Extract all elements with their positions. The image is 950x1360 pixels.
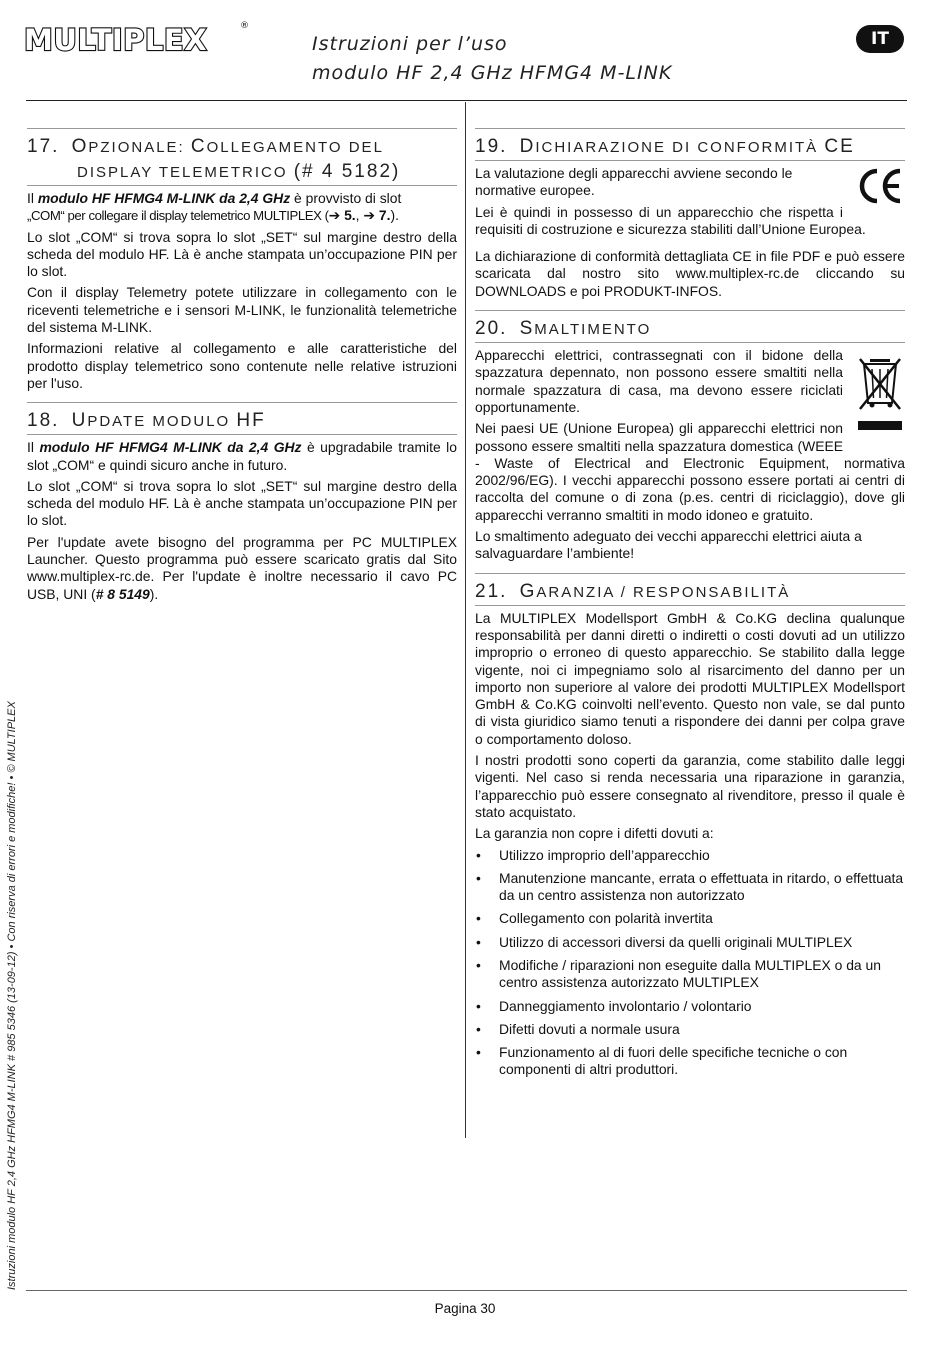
multiplex-logo xyxy=(24,21,250,57)
footer-rule xyxy=(26,1290,907,1291)
list-item: • Difetti dovuti a normale usura xyxy=(475,1021,905,1038)
heading-initial: G xyxy=(519,580,537,602)
heading-text: ARANZIA / RESPONSABILITÀ xyxy=(536,583,791,601)
paragraph: Informazioni relative al collegamento e alle caratteristiche del prodotto display telemetrico sono contenute nelle relative istruzioni per l'uso. xyxy=(27,340,457,391)
heading-text: HF xyxy=(236,410,266,432)
header-rule xyxy=(26,100,907,101)
paragraph xyxy=(27,190,457,225)
cross-reference: ➔ 7. xyxy=(363,207,391,224)
list-item: • Danneggiamento involontario / volontario xyxy=(475,998,905,1015)
paragraph: La garanzia non copre i difetti dovuti a: xyxy=(475,825,714,842)
heading-text: MALTIMENTO xyxy=(534,321,652,339)
section-number: 18. xyxy=(27,410,60,432)
heading-initial: C xyxy=(190,136,207,157)
section-number: 17. xyxy=(27,136,60,157)
heading-initial: O xyxy=(71,136,89,157)
section-17 xyxy=(27,128,457,392)
title-line-1: Istruzioni per l’uso xyxy=(312,33,508,55)
ce-mark-icon xyxy=(855,165,905,211)
section-21-heading xyxy=(475,573,905,606)
warranty-exclusions-list xyxy=(475,847,905,1079)
heading-text: PDATE MODULO xyxy=(87,413,237,431)
heading-initial: U xyxy=(71,410,88,432)
section-number: 20. xyxy=(475,318,508,340)
text: Il xyxy=(27,439,40,456)
section-number: 19. xyxy=(475,136,508,157)
heading-code: (# 4 5182) xyxy=(293,161,401,182)
document-title xyxy=(312,30,772,88)
heading-text: OLLEGAMENTO DEL xyxy=(206,139,384,156)
text: , xyxy=(355,207,364,224)
side-note: Istruzioni modulo HF 2,4 GHz HFMG4 M-LINK # 985 5346 (13-09-12) • Con riserva di errori e modifiche! • © MULTIPLEX xyxy=(6,701,18,1290)
paragraph: La MULTIPLEX Modellsport GmbH & Co.KG declina qualunque responsabilità per danni diretti o indiretti o costi dovuti ad un utilizzo improprio o erroneo di questo apparecchio. Se stabilito dalla legge vigente, noi ci impegniamo solo al risarcimento del danno per un importo non superiore al valore dei prodotti MULTIPLEX Modellsport GmbH & Co.KG coinvolti nell’evento. Questo non vale, se dal punto di vista giuridico siamo tenuti a rispondere dei danni per colpa grave o comportamento doloso. xyxy=(475,609,905,747)
heading-text: DISPLAY TELEMETRICO xyxy=(77,164,294,181)
text: ). xyxy=(390,207,399,224)
paragraph xyxy=(27,439,457,474)
left-column xyxy=(27,128,457,607)
column-divider xyxy=(465,102,466,1138)
paragraph: I nostri prodotti sono coperti da garanzia, come stabilito dalle leggi vigenti. Nel caso si renda necessaria una riparazione in garanzia, l’apparecchio può essere consegnato al rivenditore, presso il quale è stato acquistato. xyxy=(475,752,905,820)
list-item: • Modifiche / riparazioni non eseguite dalla MULTIPLEX o da un centro assistenza autorizzato MULTIPLEX xyxy=(475,957,905,992)
paragraph: Lo slot „COM“ si trova sopra lo slot „SET“ sul margine destro della scheda del modulo HF. Là è anche stampata un’occupazione PIN per lo slot. xyxy=(27,477,457,529)
section-18 xyxy=(27,402,457,603)
heading-text: ICHIARAZIONE DI CONFORMITÀ xyxy=(535,139,825,156)
paragraph: Apparecchi elettrici, contrassegnati con il bidone della spazzatura depennato, non possono essere smaltiti nella normale spazzatura di casa, ma devono essere riciclati opportunamente. xyxy=(475,347,843,415)
page-number: Pagina 30 xyxy=(434,1301,496,1316)
paragraph: La dichiarazione di conformità dettagliata CE in file PDF e può essere scaricata dal nostro sito www.multiplex-rc.de cliccando su DOWNLOADS e poi PRODUKT-INFOS. xyxy=(475,248,905,299)
text: è provvisto di slot xyxy=(290,190,402,206)
text: „COM“ per collegare il display telemetrico MULTIPLEX ( xyxy=(27,208,329,224)
crossed-out-bin-icon xyxy=(855,355,905,439)
list-item: • Utilizzo di accessori diversi da quelli originali MULTIPLEX xyxy=(475,934,905,951)
product-name: modulo HF HFMG4 M-LINK da 2,4 GHz xyxy=(39,439,302,456)
heading-text: CE xyxy=(824,136,855,157)
paragraph: Nei paesi UE (Unione Europea) gli apparecchi elettrici non possono essere smaltiti nella spazzatura domestica (WEEE - Waste of Electrical and Electronic Equipment, normativa 2002/96/EG). I vecchi apparecchi possono essere portati ai centri di raccolta del comune o di zona (p.es. centri di riciclaggio), dove gli apparecchi verranno smaltiti in modo idoneo e gratuito. xyxy=(475,420,905,523)
section-17-heading xyxy=(27,128,457,186)
paragraph: La valutazione degli apparecchi avviene secondo le normative europee. xyxy=(475,165,793,199)
cross-reference: ➔ 5. xyxy=(328,207,356,224)
heading-initial: D xyxy=(519,136,536,157)
paragraph: Con il display Telemetry potete utilizzare in collegamento con le riceventi telemetriche e i sensori M-LINK, le funzionalità telemetriche del sistema M-LINK. xyxy=(27,284,457,336)
text: Per l'update avete bisogno del programma per PC MULTIPLEX Launcher. Questo programma può essere scaricato gratis dal Sito www.multiplex-rc.de. Per l'update è inoltre necessario il cavo PC USB, UNI ( xyxy=(27,533,457,602)
language-badge: IT xyxy=(856,25,904,53)
section-number: 21. xyxy=(475,580,508,602)
section-18-heading xyxy=(27,402,457,435)
right-column xyxy=(475,128,905,1085)
heading-text: PZIONALE: xyxy=(88,139,191,156)
list-item: • Collegamento con polarità invertita xyxy=(475,910,905,927)
text: è upgradabile tramite lo slot „COM“ e quindi sicuro anche in futuro. xyxy=(27,439,457,473)
section-20 xyxy=(475,310,905,563)
section-19 xyxy=(475,128,905,300)
order-number: # 8 5149 xyxy=(95,585,150,602)
heading-line-2 xyxy=(27,160,457,185)
product-name: modulo HF HFMG4 M-LINK da 2,4 GHz xyxy=(37,190,291,206)
list-item: • Manutenzione mancante, errata o effettuata in ritardo, o effettuata da un centro assistenza non autorizzato xyxy=(475,870,905,905)
text: Il xyxy=(27,190,38,206)
paragraph: Lo smaltimento adeguato dei vecchi apparecchi elettrici aiuta a salvaguardare l’ambiente! xyxy=(475,528,862,562)
registered-mark: ® xyxy=(240,21,250,31)
section-20-heading xyxy=(475,310,905,343)
section-19-heading xyxy=(475,128,905,161)
paragraph: Lei è quindi in possesso di un apparecchio che rispetta i requisiti di costruzione e sicurezza stabiliti dall’Unione Europea. xyxy=(475,203,866,237)
list-item: • Utilizzo improprio dell’apparecchio xyxy=(475,847,905,864)
paragraph xyxy=(27,534,457,603)
title-line-2: modulo HF 2,4 GHz HFMG4 M-LINK xyxy=(312,62,673,84)
list-item: • Funzionamento al di fuori delle specifiche tecniche o con componenti di altri produttori. xyxy=(475,1044,905,1079)
paragraph: Lo slot „COM“ si trova sopra lo slot „SET“ sul margine destro della scheda del modulo HF. Là è anche stampata un’occupazione PIN per lo slot. xyxy=(27,228,457,280)
text: ). xyxy=(149,585,159,602)
logo-text: MULTIPLEX xyxy=(24,23,208,57)
heading-initial: S xyxy=(519,318,535,340)
section-21 xyxy=(475,573,905,1079)
